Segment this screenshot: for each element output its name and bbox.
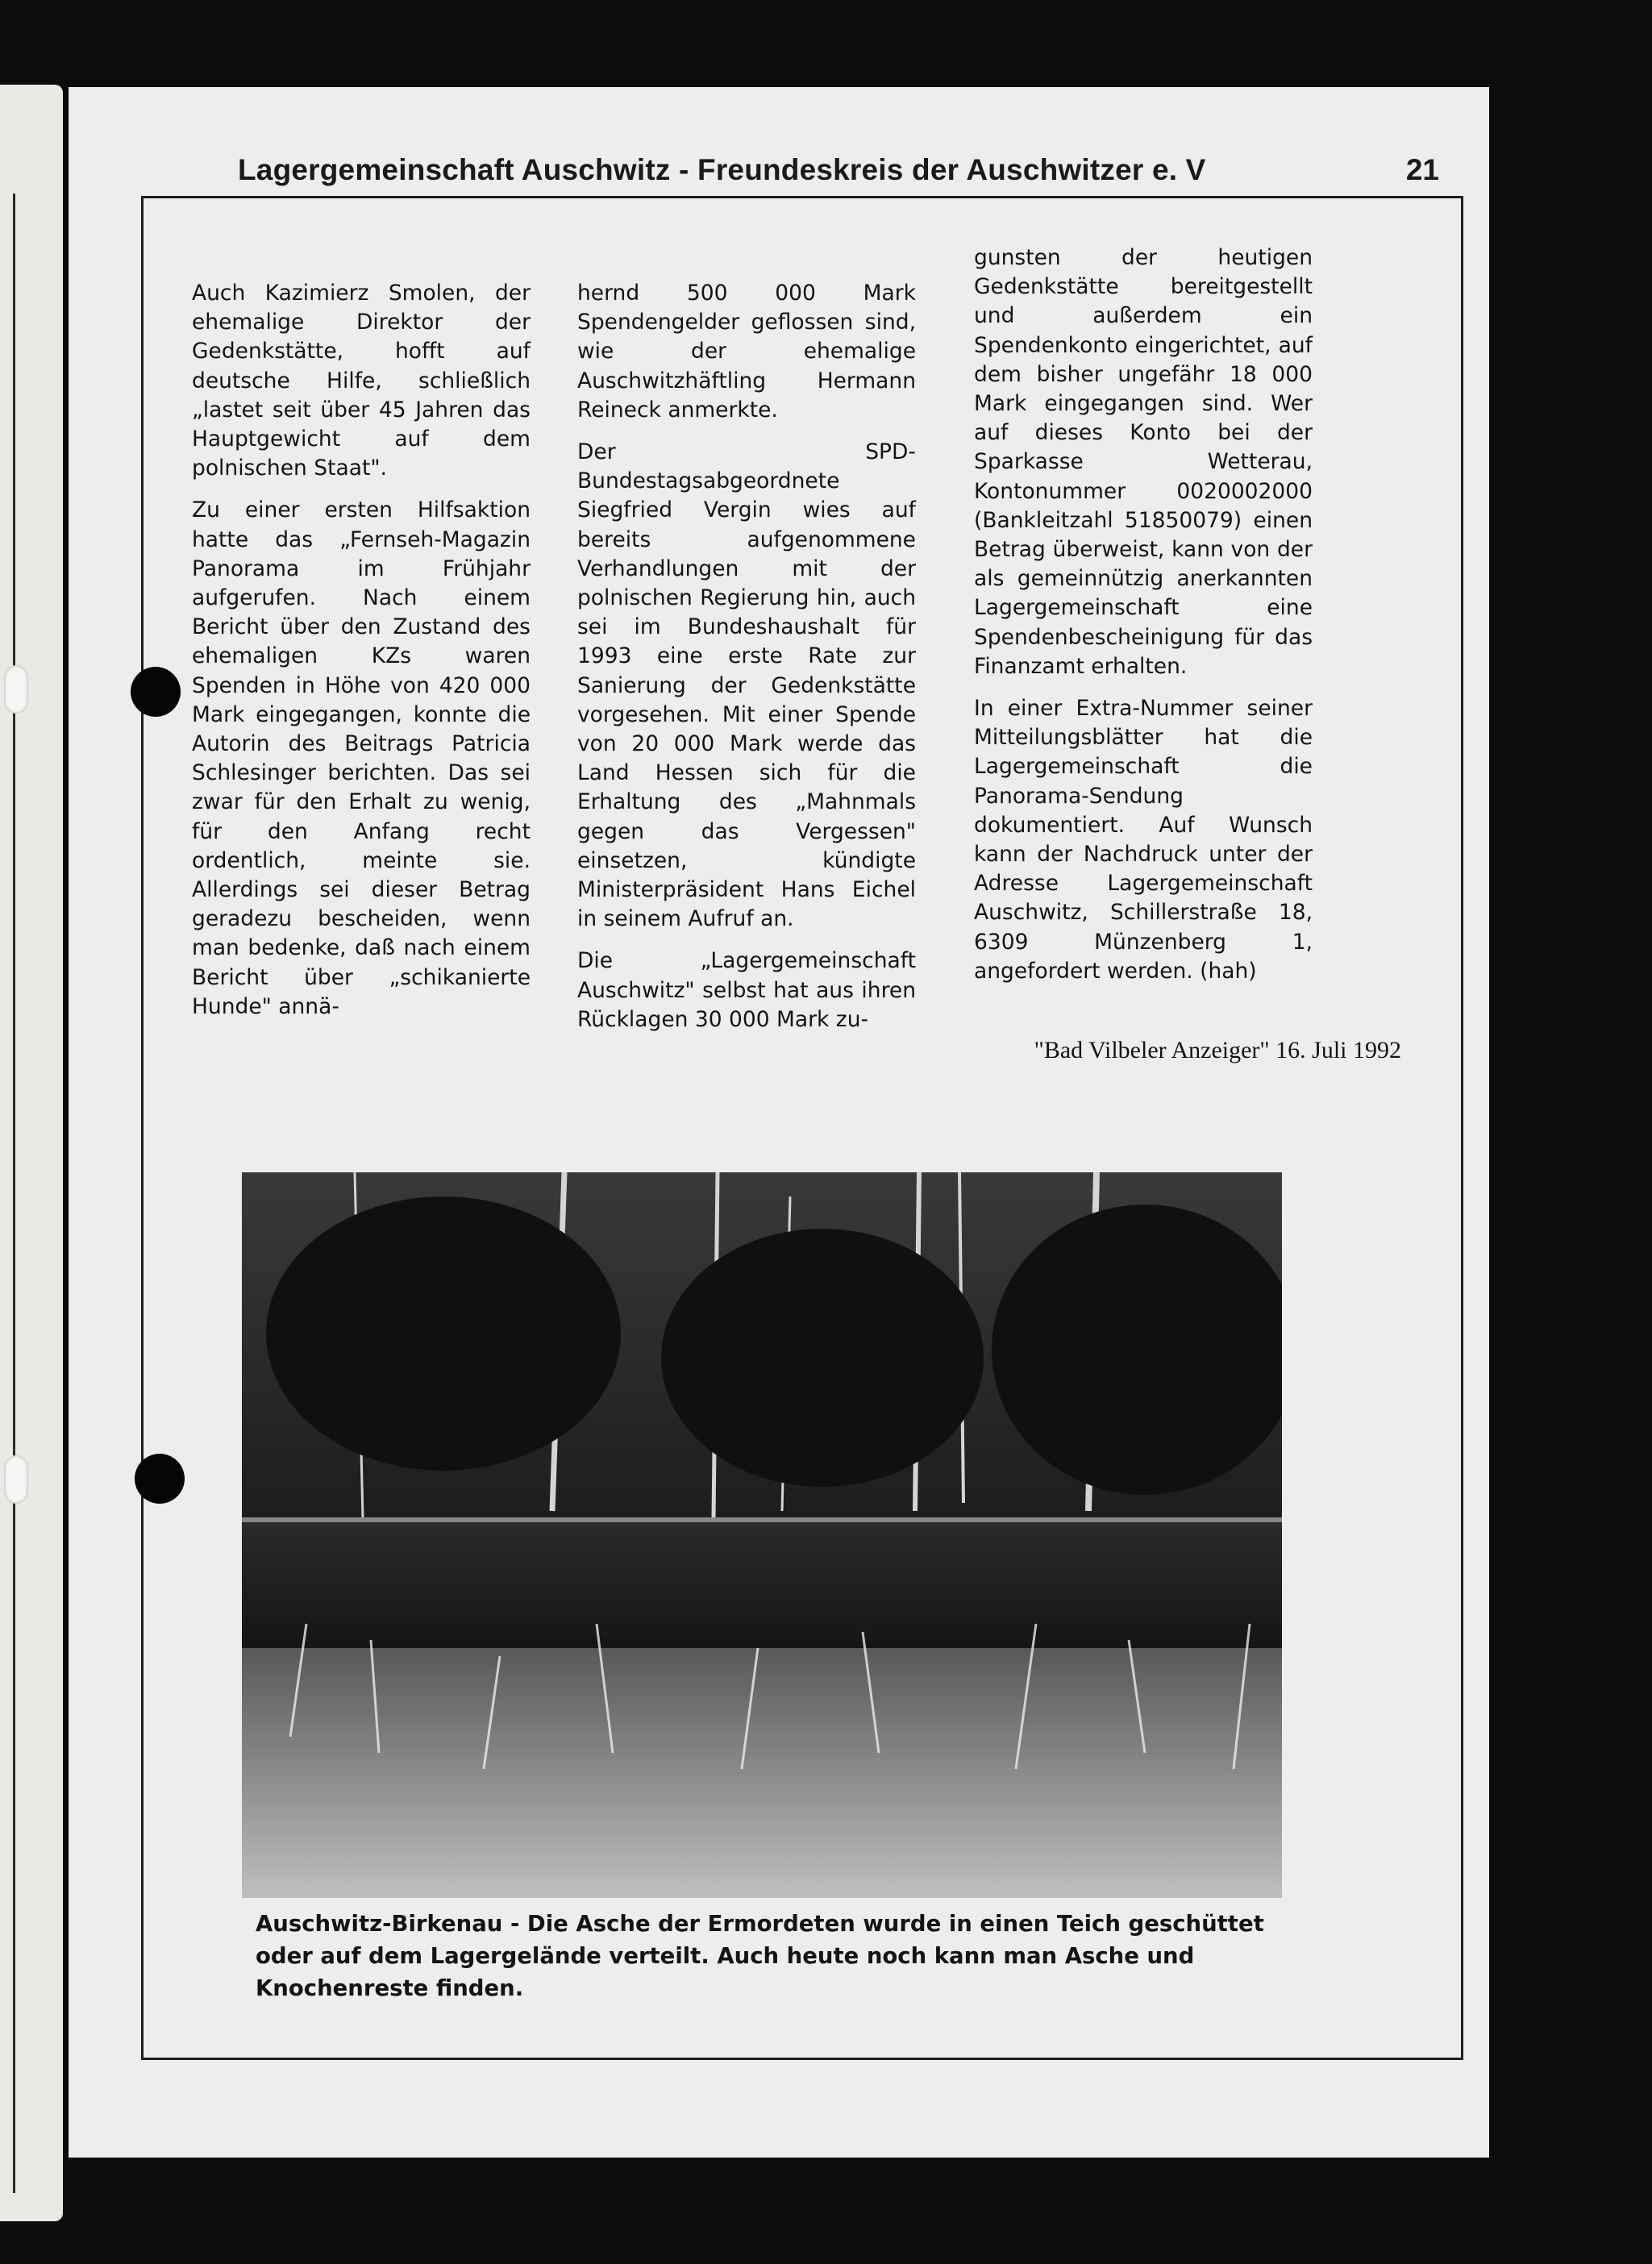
binder-hole-lower [135,1454,185,1504]
paragraph: Die „Lagergemeinschaft Auschwitz" selbst hat aus ihren Rücklagen 30 000 Mark zu- [577,948,916,1032]
paragraph: Zu einer ersten Hilfsaktion hatte das „Fernseh-Magazin Panorama im Frühjahr aufgerufen. Nach einem Bericht über den Zustand des ehemaligen KZs waren Spenden in Höhe von 420 000 Mark eingegangen, konnte die Autorin des Beitrags Patricia Schlesinger berichten. Das sei zwar für den Erhalt zu wenig, für den Anfang recht ordentlich, meinte sie. Allerdings sei dieser Betrag geradezu bescheiden, wenn man bedenke, daß nach einem Bericht über „schikanierte Hunde" annä- [192,497,531,1019]
page-header [238,153,1439,194]
newsletter-page [69,87,1489,2158]
paragraph: Der SPD-Bundestagsabgeordnete Siegfried Vergin wies auf bereits aufgenommene Verhandlungen mit der polnischen Regierung hin, auch sei im Bundeshaushalt für 1993 eine erste Rate zur Sanierung der Gedenkstätte vorgesehen. Mit einer Spende von 20 000 Mark werde das Land Hessen sich für die Erhaltung des „Mahnmals gegen das Vergessen" einsetzen, kündigte Ministerpräsident Hans Eichel in seinem Aufruf an. [577,439,916,932]
article-source: "Bad Vilbeler Anzeiger" 16. Juli 1992 [1034,1037,1401,1063]
birkenau-pond-photo [242,1172,1282,1987]
paragraph: gunsten der heutigen Gedenkstätte bereitgestellt und außerdem ein Spendenkonto eingerichtet, auf dem bisher ungefähr 18 000 Mark eingegangen sind. Wer auf dieses Konto bei der Sparkasse Wetterau, Kontonummer 0020002000 (Bankleitzahl 51850079) einen Betrag überweist, kann von der als gemeinnützig anerkannten Lagergemeinschaft eine Spendenbescheinigung für das Finanzamt erhalten. [974,245,1313,679]
previous-page-frame [0,194,15,2193]
article-column-2 [577,279,916,1047]
photo-caption: Auschwitz-Birkenau - Die Asche der Ermordeten wurde in einen Teich geschüttet oder auf dem Lagergelände verteilt. Auch heute noch kann man Asche und Knochenreste finden. [256,1911,1264,2001]
previous-page-hole-lower [4,1455,28,1504]
paragraph: In einer Extra-Nummer seiner Mitteilungsblätter hat die Lagergemeinschaft die Panorama-Sendung dokumentiert. Auf Wunsch kann der Nachdruck unter der Adresse Lagergemeinschaft Auschwitz, Schillerstraße 18, 6309 Münzenberg 1, angefordert werden. (hah) [974,696,1313,984]
previous-page-edge [0,85,63,2221]
article-column-3 [974,243,1313,999]
binder-hole-upper [131,667,181,717]
paragraph: hernd 500 000 Mark Spendengelder geflossen sind, wie der ehemalige Auschwitzhäftling Hermann Reineck anmerkte. [577,281,916,422]
header-title: Lagergemeinschaft Auschwitz - Freundeskreis der Auschwitzer e. V [238,153,1206,186]
page-number: 21 [1405,153,1439,186]
article-column-1 [192,279,531,1034]
previous-page-hole-upper [4,665,28,714]
paragraph: Auch Kazimierz Smolen, der ehemalige Direktor der Gedenkstätte, hofft auf deutsche Hilfe, schließlich „lastet seit über 45 Jahren das Hauptgewicht auf dem polnischen Staat". [192,281,531,481]
